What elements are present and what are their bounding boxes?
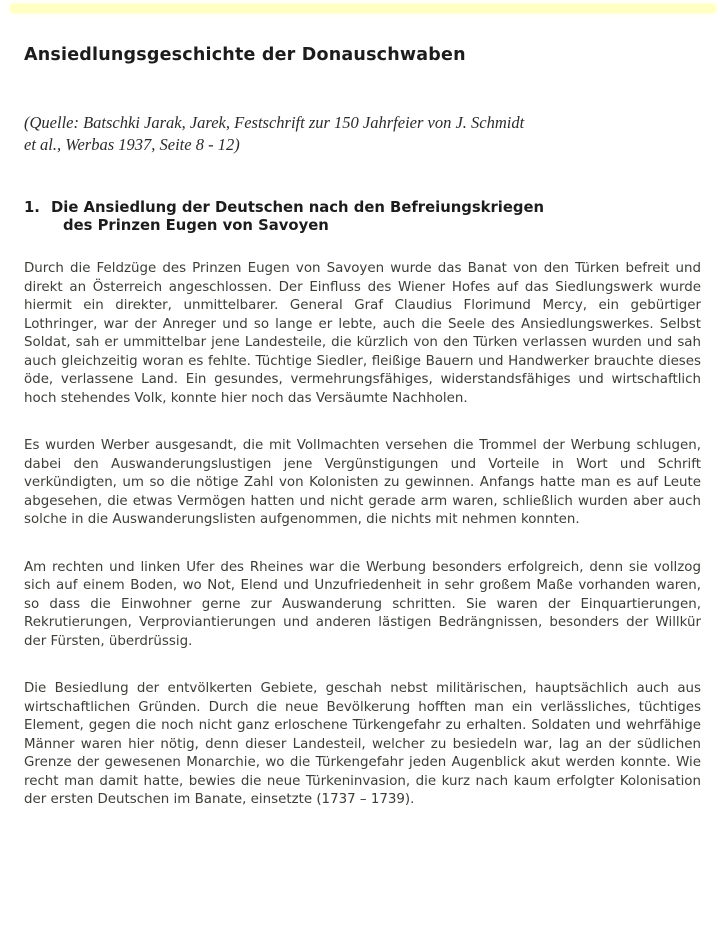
section-title-line-2: des Prinzen Eugen von Savoyen — [63, 216, 329, 234]
source-citation-line-2: et al., Werbas 1937, Seite 8 - 12) — [24, 135, 240, 154]
source-citation — [24, 112, 701, 156]
paragraph: Es wurden Werber ausgesandt, die mit Vollmachten versehen die Trommel der Werbung schlugen, dabei den Auswanderungslustigen jene Vergünstigungen und Vorteile in Wort und Schrift verkündigten, um so die nötige Zahl von Kolonisten zu gewinnen. Anfangs hatte man es auf Leute abgesehen, die etwas Vermögen hatten und nicht gerade arm waren, schließlich wurden aber auch solche in die Auswanderungslisten aufgenommen, die nichts mit nehmen konnten. — [24, 438, 701, 527]
paragraph: Die Besiedlung der entvölkerten Gebiete, geschah nebst militärischen, hauptsächlich auch aus wirtschaftlichen Gründen. Durch die neue Bevölkerung hofften man ein verlässliches, tüchtiges Element, gegen die noch nicht ganz erloschene Türkengefahr zu erhalten. Soldaten und wehrfähige Männer waren hier nötig, denn dieser Landesteil, welcher zu besiedeln war, lag an der südlichen Grenze der gewesenen Monarchie, wo die Türkengefahr jeden Augenblick akut werden konnte. Wie recht man damit hatte, bewies die neue Türkeninvasion, die kurz nach kaum erfolgter Kolonisation der ersten Deutschen im Banate, einsetzte (1737 – 1739). — [24, 681, 701, 807]
paragraph: Durch die Feldzüge des Prinzen Eugen von Savoyen wurde das Banat von den Türken befreit und direkt an Österreich angeschlossen. Der Einfluss des Wiener Hofes auf das Siedlungswerk wurde hiermit ein direkter, unmittelbarer. General Graf Claudius Florimund Mercy, ein gebürtiger Lothringer, war der Anreger und so lange er lebte, auch die Seele des Ansiedlungswerkes. Selbst Soldat, sah er ummittelbar jene Landesteile, die kürzlich von den Türken verlassen wurden und sah auch gleichzeitig woran es fehlte. Tüchtige Siedler, fleißige Bauern und Handwerker brauchte dieses öde, verlassene Land. Ein gesundes, vermehrungsfähiges, widerstandsfähiges und wirtschaftlich hoch stehendes Volk, konnte hier noch das Versäumte Nachholen. — [24, 261, 701, 406]
source-citation-line-1: (Quelle: Batschki Jarak, Jarek, Festschrift zur 150 Jahrfeier von J. Schmidt — [24, 113, 525, 132]
document-content — [24, 0, 701, 839]
section-heading — [24, 199, 701, 234]
section-title — [51, 199, 544, 234]
section-title-line-1: Die Ansiedlung der Deutschen nach den Befreiungskriegen — [51, 199, 545, 216]
body-text — [24, 260, 701, 810]
section-number: 1. — [24, 199, 40, 216]
page-title: Ansiedlungsgeschichte der Donauschwaben — [24, 45, 466, 65]
paragraph: Am rechten und linken Ufer des Rheines war die Werbung besonders erfolgreich, denn sie vollzog sich auf einem Boden, wo Not, Elend und Unzufriedenheit in sehr großem Maße vorhanden waren, so dass die Einwohner gerne zur Auswanderung schritten. Sie waren der Einquartierungen, Rekrutierungen, Verproviantierungen und anderen lästigen Bedrängnissen, besonders der Willkür der Fürsten, überdrüssig. — [24, 559, 701, 649]
